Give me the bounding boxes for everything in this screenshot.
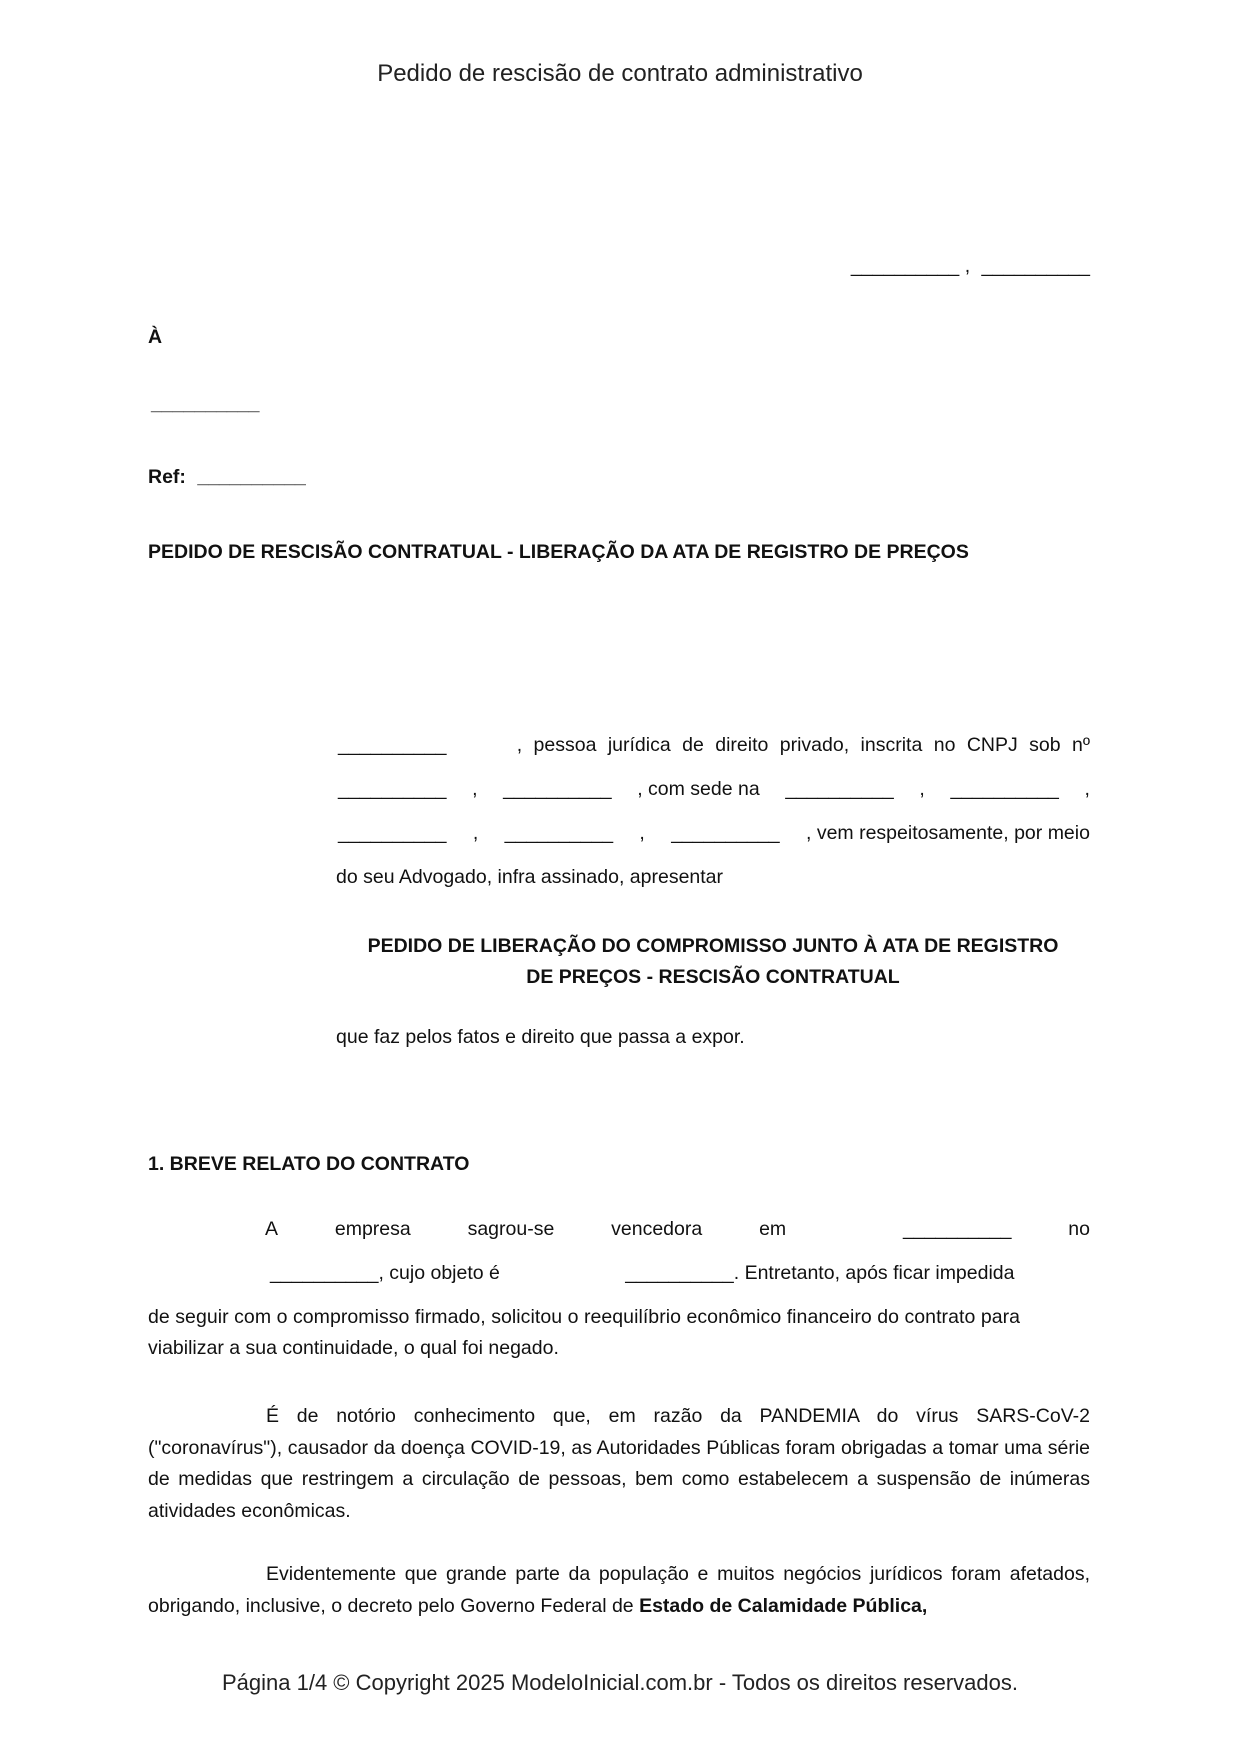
- qualification-part: __________: [338, 822, 447, 844]
- document-title: PEDIDO DE RESCISÃO CONTRATUAL - LIBERAÇÃO DA ATA DE REGISTRO DE PREÇOS: [148, 541, 969, 563]
- p1-mid-text: , cujo objeto é: [378, 1262, 500, 1284]
- reference-blank: __________: [197, 466, 306, 488]
- p1-end-text: . Entretanto, após ficar impedida: [733, 1262, 1015, 1284]
- recipient-to-label: À: [148, 326, 163, 348]
- p3-text: Evidentemente que grande parte da população e muitos negócios jurídicos foram afetados, obrigando, inclusive, o decreto pelo Governo Federal de: [148, 1563, 1090, 1617]
- p1-blank-1: __________: [270, 1262, 379, 1284]
- reference-line: [148, 466, 306, 489]
- p3-bold-text: Estado de Calamidade Pública,: [639, 1594, 928, 1617]
- qualification-line-3: [338, 822, 1090, 845]
- section-1-paragraph-2: É de notório conhecimento que, em razão da PANDEMIA do vírus SARS-CoV-2 ("coronavírus"), causador da doença COVID-19, as Autoridades Públicas foram obrigadas a tomar uma série de medidas que restringem a circulação de pessoas, bem como estabelecem a suspensão de inúmeras atividades econômicas.: [148, 1405, 1090, 1522]
- page-footer: Página 1/4 © Copyright 2025 ModeloInicial.com.br - Todos os direitos reservados.: [222, 1670, 1018, 1695]
- page-header-title: Pedido de rescisão de contrato administrativo: [377, 60, 863, 87]
- request-title-line-2: DE PREÇOS - RESCISÃO CONTRATUAL: [526, 966, 900, 988]
- qualification-line-2: [338, 778, 1090, 801]
- qualification-line-4: do seu Advogado, infra assinado, apresentar: [336, 866, 724, 888]
- date-line: [826, 255, 1090, 278]
- qualification-part: ,: [919, 778, 925, 800]
- qualification-part: __________: [503, 778, 612, 800]
- section-1-p1-line-2: [270, 1262, 1090, 1285]
- qualification-part: __________: [504, 822, 614, 844]
- section-1-paragraph-3: [148, 1559, 1090, 1622]
- p1-word: sagrou-se: [467, 1218, 555, 1240]
- section-1-p1-line-4: viabilizar a sua continuidade, o qual foi negado.: [148, 1337, 559, 1359]
- qualification-part: __________: [671, 822, 780, 844]
- qualification-part: ,: [472, 778, 478, 800]
- date-separator: ,: [964, 255, 971, 277]
- qualification-part: ,: [472, 822, 479, 844]
- request-title-line-1: PEDIDO DE LIBERAÇÃO DO COMPROMISSO JUNTO À ATA DE REGISTRO: [367, 935, 1059, 957]
- p1-word: no: [1068, 1218, 1090, 1240]
- qualification-text-1: , pessoa jurídica de direito privado, inscrita no CNPJ sob nº: [516, 734, 1090, 756]
- qualification-part: ,: [639, 822, 645, 844]
- section-1-heading: 1. BREVE RELATO DO CONTRATO: [148, 1153, 470, 1175]
- qualification-part: , vem respeitosamente, por meio: [806, 822, 1090, 844]
- qualification-part: __________: [785, 778, 894, 800]
- qualification-line-1: [338, 734, 1090, 757]
- date-blank: __________: [981, 255, 1090, 277]
- p1-word: empresa: [334, 1218, 411, 1240]
- qualification-part: , com sede na: [637, 778, 760, 800]
- p1-word: A: [265, 1218, 279, 1240]
- p1-blank-2: __________: [625, 1262, 734, 1284]
- p1-word: em: [759, 1218, 787, 1240]
- reference-label: Ref:: [148, 466, 186, 488]
- intro-closing: que faz pelos fatos e direito que passa a expor.: [336, 1026, 745, 1048]
- qualification-part: __________: [338, 778, 447, 800]
- qualification-part: __________: [950, 778, 1059, 800]
- recipient-name-blank: __________: [151, 393, 260, 415]
- p1-word: vencedora: [611, 1218, 703, 1240]
- qualification-part: ,: [1084, 778, 1090, 800]
- section-1-p1-line-1: [265, 1218, 1090, 1241]
- city-blank: __________: [850, 255, 960, 277]
- company-name-blank: __________: [338, 734, 447, 756]
- request-title: [330, 931, 1096, 993]
- section-1-p1-line-3: de seguir com o compromisso firmado, solicitou o reequilíbrio econômico financeiro do contrato para: [148, 1306, 1021, 1328]
- p1-blank: __________: [903, 1218, 1012, 1240]
